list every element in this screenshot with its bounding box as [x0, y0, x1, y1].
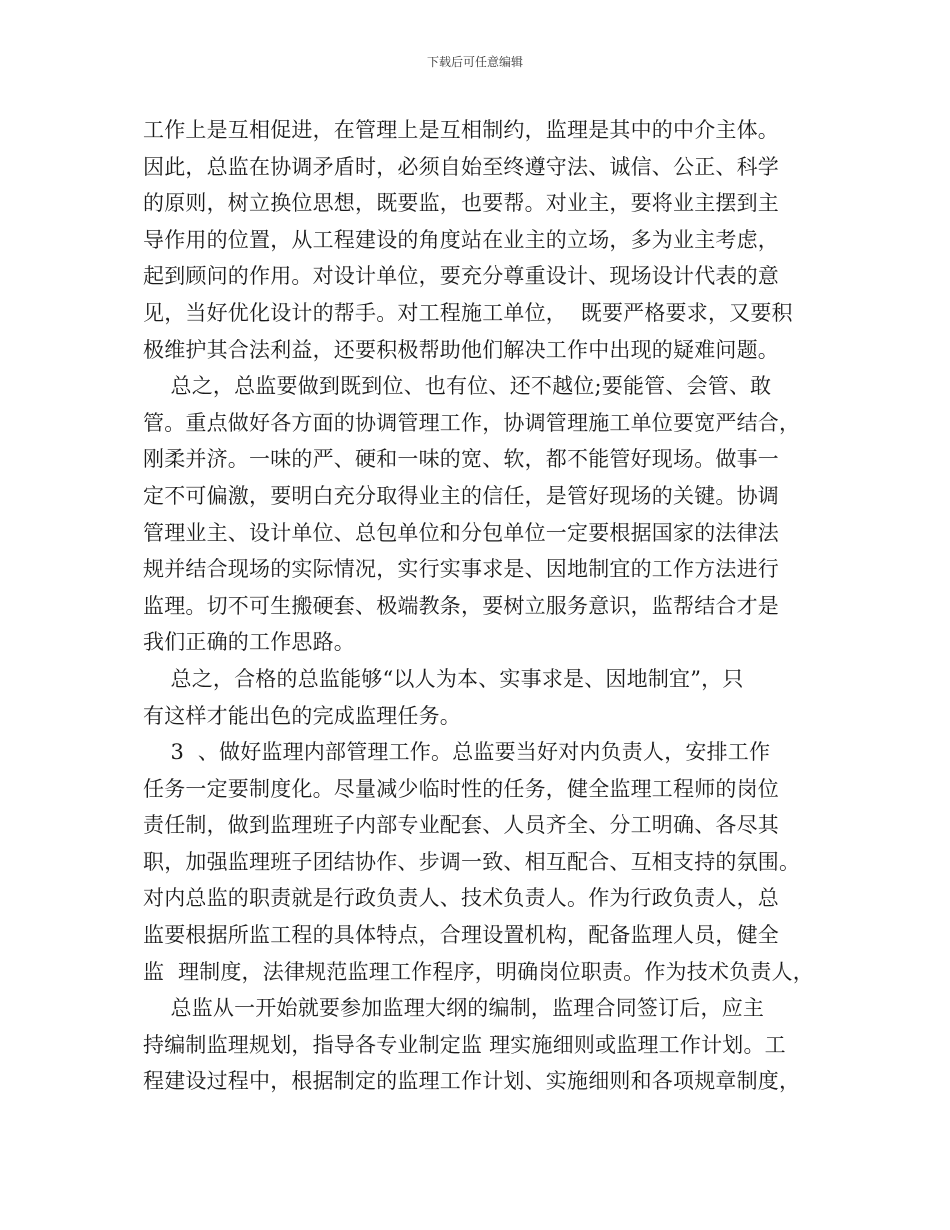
paragraph-start-line: 总监从一开始就要参加监理大纲的编制，监理合同签订后，应主: [143, 996, 765, 1021]
text-line: 管理业主、设计单位、总包单位和分包单位一定要根据国家的法律法: [143, 520, 779, 545]
text-line: 刚柔并济。一味的严、硬和一味的宽、软，都不能管好现场。做事一: [143, 447, 779, 472]
paragraph-start-line: 3 、做好监理内部管理工作。总监要当好对内负责人，安排工作: [143, 740, 771, 765]
text-line: 定不可偏激，要明白充分取得业主的信任，是管好现场的关键。协调: [143, 483, 779, 508]
text-line: 见，当好优化设计的帮手。对工程施工单位， 既要严格要求，又要积: [143, 300, 793, 325]
text-line: 持编制监理规划，指导各专业制定监 理实施细则或监理工作计划。工: [143, 1032, 786, 1057]
text-line: 工作上是互相促进，在管理上是互相制约，监理是其中的中介主体。: [143, 118, 779, 142]
text-line: 起到顾问的作用。对设计单位，要充分尊重设计、现场设计代表的意: [143, 264, 779, 289]
text-line: 导作用的位置，从工程建设的角度站在业主的立场，多为业主考虑，: [143, 227, 779, 252]
page-header: 下载后可任意编辑: [426, 55, 523, 69]
text-line: 因此，总监在协调矛盾时，必须自始至终遵守法、诚信、公正、科学: [143, 154, 779, 179]
paragraph-start-line: 总之，合格的总监能够“以人为本、实事求是、因地制宜”，只: [143, 666, 744, 691]
document-body: [143, 112, 823, 1100]
text-line: 职，加强监理班子团结协作、步调一致、相互配合、互相支持的氛围。: [143, 849, 801, 874]
text-line: 责任制，做到监理班子内部专业配套、人员齐全、分工明确、各尽其: [143, 813, 779, 838]
text-line: 的原则，树立换位思想，既要监，也要帮。对业主，要将业主摆到主: [143, 191, 779, 216]
text-line: 监理。切不可生搬硬套、极端教条，要树立服务意识，监帮结合才是: [143, 593, 779, 618]
text-line: 管。重点做好各方面的协调管理工作，协调管理施工单位要宽严结合，: [143, 410, 801, 435]
text-line: 任务一定要制度化。尽量减少临时性的任务，健全监理工程师的岗位: [143, 776, 779, 801]
text-line: 程建设过程中，根据制定的监理工作计划、实施细则和各项规章制度，: [143, 1069, 801, 1094]
paragraph-start-line: 总之，总监要做到既到位、也有位、还不越位;要能管、会管、敢: [143, 374, 772, 399]
text-line: 监要根据所监工程的具体特点，合理设置机构，配备监理人员，健全: [143, 923, 779, 948]
text-line: 有这样才能出色的完成监理任务。: [143, 703, 461, 728]
text-line: 监 理制度，法律规范监理工作程序，明确岗位职责。作为技术负责人，: [143, 959, 814, 984]
text-line: 规并结合现场的实际情况，实行实事求是、因地制宜的工作方法进行: [143, 557, 779, 582]
text-line: 极维护其合法利益，还要积极帮助他们解决工作中出现的疑难问题。: [143, 337, 779, 362]
text-line: 我们正确的工作思路。: [143, 630, 355, 655]
text-line: 对内总监的职责就是行政负责人、技术负责人。作为行政负责人，总: [143, 886, 779, 911]
